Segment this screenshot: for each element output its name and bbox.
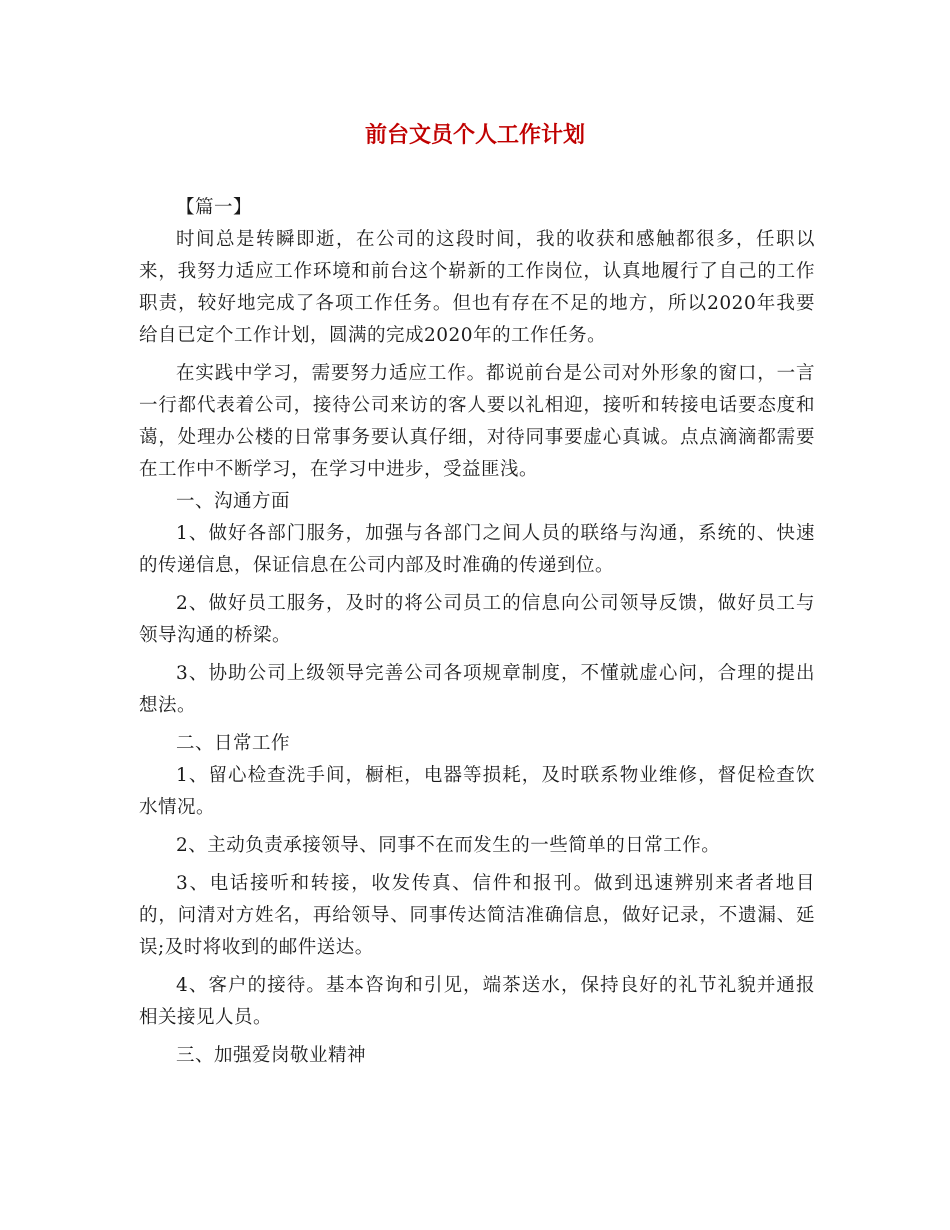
list-item-communication-3: 3、协助公司上级领导完善公司各项规章制度，不懂就虚心问，合理的提出想法。: [139, 663, 815, 716]
paragraph-practice: 在实践中学习，需要努力适应工作。都说前台是公司对外形象的窗口，一言一行都代表着公司，接待公司来访的客人要以礼相迎，接听和转接电话要态度和蔼，处理办公楼的日常事务要认真仔细，对待同事要虚心真诚。点点滴滴都需要在工作中不断学习，在学习中进步，受益匪浅。: [139, 363, 815, 480]
list-item-daily-2: 2、主动负责承接领导、同事不在而发生的一些简单的日常工作。: [176, 835, 721, 856]
list-item-daily-3: 3、电话接听和转接，收发传真、信件和报刊。做到迅速辨别来者者地目的，问清对方姓名，再给领导、同事传达简洁准确信息，做好记录，不遗漏、延误;及时将收到的邮件送达。: [139, 873, 815, 958]
heading-dedication: 三、加强爱岗敬业精神: [176, 1045, 367, 1066]
list-item-communication-1: 1、做好各部门服务，加强与各部门之间人员的联络与沟通，系统的、快速的传递信息，保证信息在公司内部及时准确的传递到位。: [139, 523, 815, 576]
heading-daily-work: 二、日常工作: [176, 733, 291, 754]
list-item-communication-2: 2、做好员工服务，及时的将公司员工的信息向公司领导反馈，做好员工与领导沟通的桥梁。: [139, 593, 815, 646]
list-item-daily-4: 4、客户的接待。基本咨询和引见，端茶送水，保持良好的礼节礼貌并通报相关接见人员。: [139, 975, 815, 1028]
heading-communication: 一、沟通方面: [176, 491, 291, 512]
document-body: [139, 192, 815, 1072]
document-title: 前台文员个人工作计划: [364, 123, 585, 148]
section-label: 【篇一】: [176, 197, 253, 218]
paragraph-intro: 时间总是转瞬即逝，在公司的这段时间，我的收获和感触都很多，任职以来，我努力适应工作环境和前台这个崭新的工作岗位，认真地履行了自己的工作职责，较好地完成了各项工作任务。但也有存在不足的地方，所以2020年我要给自已定个工作计划，圆满的完成2020年的工作任务。: [139, 229, 815, 346]
list-item-daily-1: 1、留心检查洗手间，橱柜，电器等损耗，及时联系物业维修，督促检查饮水情况。: [139, 765, 815, 818]
